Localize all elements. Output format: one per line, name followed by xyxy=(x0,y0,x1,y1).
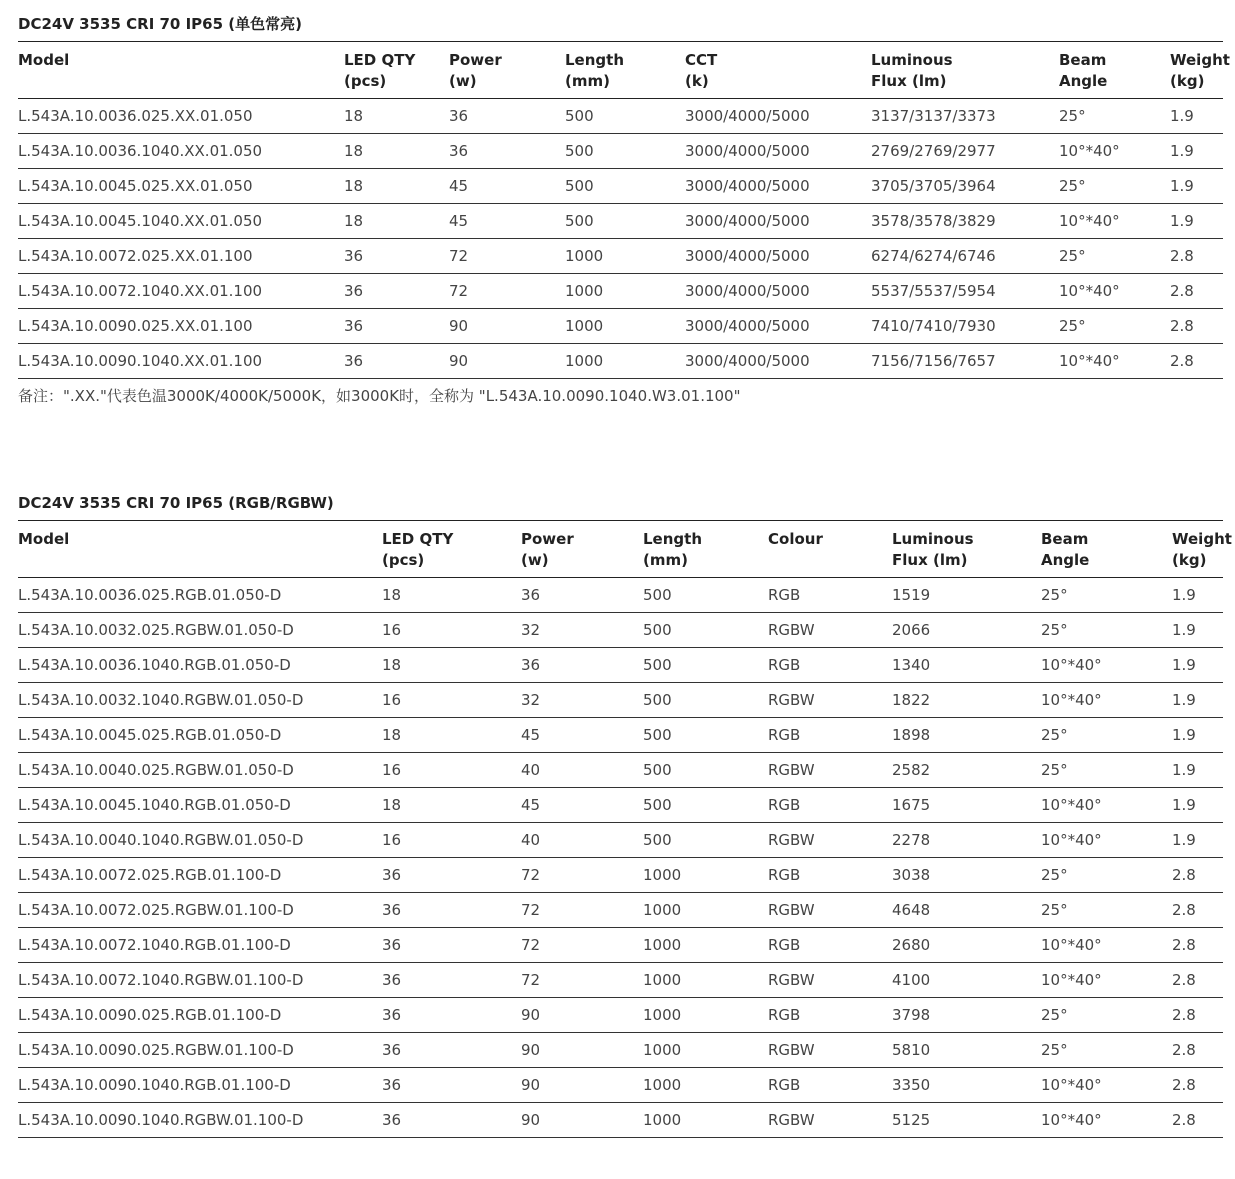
table-cell: L.543A.10.0036.1040.RGB.01.050-D xyxy=(18,648,382,683)
table2-header-cell xyxy=(768,521,892,578)
table-row xyxy=(18,204,1223,239)
table-cell: 10°*40° xyxy=(1041,823,1172,858)
header-label: (pcs) xyxy=(382,551,425,569)
table-cell: 2.8 xyxy=(1172,963,1223,998)
header-label: (kg) xyxy=(1172,551,1207,569)
table-cell: 2.8 xyxy=(1170,274,1223,309)
table-cell: 500 xyxy=(643,788,768,823)
table-cell: 3350 xyxy=(892,1068,1041,1103)
table-cell: 40 xyxy=(521,823,643,858)
table1-header-cell xyxy=(871,42,1059,99)
header-label: (k) xyxy=(685,72,709,90)
table2-body xyxy=(18,578,1223,1138)
table-cell: L.543A.10.0032.025.RGBW.01.050-D xyxy=(18,613,382,648)
table-cell: 25° xyxy=(1041,718,1172,753)
table-row xyxy=(18,274,1223,309)
table-cell: 25° xyxy=(1059,239,1170,274)
table-cell: 90 xyxy=(521,998,643,1033)
single-color-spec-section xyxy=(18,10,1230,406)
table-cell: 3000/4000/5000 xyxy=(685,99,871,134)
table-cell: 25° xyxy=(1041,998,1172,1033)
header-label: Beam xyxy=(1041,530,1089,548)
table-cell: 500 xyxy=(643,823,768,858)
header-label: Flux (lm) xyxy=(892,551,968,569)
table-cell: 500 xyxy=(565,134,685,169)
table-cell: 1000 xyxy=(565,344,685,379)
table-cell: 72 xyxy=(449,274,565,309)
table-cell: 90 xyxy=(449,309,565,344)
table1-header-cell xyxy=(344,42,449,99)
table-cell: 1000 xyxy=(643,1068,768,1103)
table-cell: 2.8 xyxy=(1172,893,1223,928)
table-row xyxy=(18,613,1223,648)
table1-title: DC24V 3535 CRI 70 IP65 (单色常亮) xyxy=(18,10,1223,42)
table2-header-cell xyxy=(1172,521,1232,578)
table-cell: 500 xyxy=(643,578,768,613)
table-cell: 3000/4000/5000 xyxy=(685,309,871,344)
header-label: Angle xyxy=(1041,551,1090,569)
table-cell: 10°*40° xyxy=(1059,204,1170,239)
table-cell: 25° xyxy=(1059,99,1170,134)
table-cell: 10°*40° xyxy=(1041,1068,1172,1103)
table-cell: 72 xyxy=(449,239,565,274)
table-cell: 2582 xyxy=(892,753,1041,788)
table-cell: 500 xyxy=(565,99,685,134)
table-cell: 1000 xyxy=(643,893,768,928)
table-cell: RGB xyxy=(768,858,892,893)
table2-header-cell xyxy=(643,521,768,578)
table-cell: 1.9 xyxy=(1172,613,1223,648)
table-cell: L.543A.10.0090.1040.RGBW.01.100-D xyxy=(18,1103,382,1138)
table-cell: 2769/2769/2977 xyxy=(871,134,1059,169)
table2-header-cell xyxy=(382,521,521,578)
header-label: Flux (lm) xyxy=(871,72,947,90)
table-cell: 1.9 xyxy=(1172,718,1223,753)
table-cell: 1519 xyxy=(892,578,1041,613)
table-cell: 10°*40° xyxy=(1041,648,1172,683)
table-cell: L.543A.10.0072.1040.XX.01.100 xyxy=(18,274,344,309)
table-cell: 2.8 xyxy=(1172,858,1223,893)
table-cell: 16 xyxy=(382,823,521,858)
table-cell: 1.9 xyxy=(1172,578,1223,613)
table-cell: 2066 xyxy=(892,613,1041,648)
table-cell: 72 xyxy=(521,928,643,963)
table-cell: L.543A.10.0090.025.XX.01.100 xyxy=(18,309,344,344)
table-cell: 500 xyxy=(643,683,768,718)
table-cell: 36 xyxy=(382,858,521,893)
table-cell: L.543A.10.0072.025.XX.01.100 xyxy=(18,239,344,274)
table-cell: 1.9 xyxy=(1172,648,1223,683)
table-cell: 32 xyxy=(521,683,643,718)
table-cell: 36 xyxy=(521,648,643,683)
table-cell: 36 xyxy=(344,344,449,379)
table2-title: DC24V 3535 CRI 70 IP65 (RGB/RGBW) xyxy=(18,489,1223,521)
table-row xyxy=(18,1103,1223,1138)
table-cell: 1.9 xyxy=(1172,823,1223,858)
table-cell: 3000/4000/5000 xyxy=(685,239,871,274)
header-label: Colour xyxy=(768,530,823,548)
table-cell: 10°*40° xyxy=(1041,788,1172,823)
table1-header-cell xyxy=(18,42,344,99)
table-cell: L.543A.10.0090.1040.RGB.01.100-D xyxy=(18,1068,382,1103)
header-label: Luminous xyxy=(871,51,953,69)
table-cell: 2.8 xyxy=(1170,344,1223,379)
table-cell: L.543A.10.0036.025.RGB.01.050-D xyxy=(18,578,382,613)
table-cell: 4648 xyxy=(892,893,1041,928)
table-cell: 3000/4000/5000 xyxy=(685,204,871,239)
table-cell: 1000 xyxy=(643,858,768,893)
table-cell: L.543A.10.0040.1040.RGBW.01.050-D xyxy=(18,823,382,858)
table-row xyxy=(18,344,1223,379)
table1-body xyxy=(18,99,1223,379)
table-row xyxy=(18,239,1223,274)
table-cell: 25° xyxy=(1041,753,1172,788)
table-cell: 3000/4000/5000 xyxy=(685,169,871,204)
table-cell: L.543A.10.0032.1040.RGBW.01.050-D xyxy=(18,683,382,718)
table-row xyxy=(18,718,1223,753)
table-cell: L.543A.10.0045.025.XX.01.050 xyxy=(18,169,344,204)
table-cell: 1.9 xyxy=(1170,204,1223,239)
table-row xyxy=(18,169,1223,204)
table-cell: 1.9 xyxy=(1172,683,1223,718)
table-cell: 500 xyxy=(565,204,685,239)
table-cell: 25° xyxy=(1059,309,1170,344)
table-cell: 2.8 xyxy=(1170,239,1223,274)
table-cell: 90 xyxy=(449,344,565,379)
table-cell: 25° xyxy=(1041,893,1172,928)
table-cell: 45 xyxy=(449,204,565,239)
table-cell: 10°*40° xyxy=(1041,683,1172,718)
header-label: Luminous xyxy=(892,530,974,548)
table-row xyxy=(18,998,1223,1033)
table-cell: 36 xyxy=(382,1033,521,1068)
table-cell: L.543A.10.0072.025.RGB.01.100-D xyxy=(18,858,382,893)
table-cell: 36 xyxy=(382,963,521,998)
table-cell: 36 xyxy=(449,99,565,134)
table-cell: 1898 xyxy=(892,718,1041,753)
table-cell: 36 xyxy=(344,274,449,309)
table-cell: 500 xyxy=(643,718,768,753)
header-label: (w) xyxy=(449,72,477,90)
table-row xyxy=(18,928,1223,963)
table-cell: L.543A.10.0090.025.RGBW.01.100-D xyxy=(18,1033,382,1068)
table-cell: 3000/4000/5000 xyxy=(685,344,871,379)
table-row xyxy=(18,309,1223,344)
table-cell: RGB xyxy=(768,998,892,1033)
table-cell: 36 xyxy=(382,1103,521,1138)
table-cell: 3038 xyxy=(892,858,1041,893)
table-cell: L.543A.10.0045.1040.RGB.01.050-D xyxy=(18,788,382,823)
table-cell: 5125 xyxy=(892,1103,1041,1138)
table-cell: RGB xyxy=(768,578,892,613)
header-label: (w) xyxy=(521,551,549,569)
table-cell: L.543A.10.0040.025.RGBW.01.050-D xyxy=(18,753,382,788)
header-label: CCT xyxy=(685,51,718,69)
table2-header-cell xyxy=(892,521,1041,578)
table2-header-cell xyxy=(18,521,382,578)
header-label: LED QTY xyxy=(344,51,416,69)
table-row xyxy=(18,753,1223,788)
table-cell: 1000 xyxy=(565,309,685,344)
table1-header-cell xyxy=(449,42,565,99)
table-cell: L.543A.10.0045.1040.XX.01.050 xyxy=(18,204,344,239)
table-cell: 10°*40° xyxy=(1059,134,1170,169)
table-cell: 2.8 xyxy=(1172,1033,1223,1068)
table2-header-cell xyxy=(521,521,643,578)
table-cell: RGBW xyxy=(768,683,892,718)
table-cell: 500 xyxy=(643,753,768,788)
table-cell: 1.9 xyxy=(1172,753,1223,788)
table-cell: 32 xyxy=(521,613,643,648)
table-cell: 3705/3705/3964 xyxy=(871,169,1059,204)
table-cell: L.543A.10.0036.025.XX.01.050 xyxy=(18,99,344,134)
header-label: (kg) xyxy=(1170,72,1205,90)
table-cell: RGB xyxy=(768,1068,892,1103)
table-cell: 2.8 xyxy=(1170,309,1223,344)
table-cell: 2.8 xyxy=(1172,928,1223,963)
table-cell: 1.9 xyxy=(1170,134,1223,169)
table-cell: 25° xyxy=(1041,613,1172,648)
table-cell: 1340 xyxy=(892,648,1041,683)
header-label: Model xyxy=(18,530,70,548)
table-cell: 500 xyxy=(643,613,768,648)
table-cell: 5537/5537/5954 xyxy=(871,274,1059,309)
table-cell: L.543A.10.0045.025.RGB.01.050-D xyxy=(18,718,382,753)
header-label: (pcs) xyxy=(344,72,387,90)
table-cell: 6274/6274/6746 xyxy=(871,239,1059,274)
table-cell: 3578/3578/3829 xyxy=(871,204,1059,239)
table-cell: 1000 xyxy=(643,998,768,1033)
header-label: Weight xyxy=(1170,51,1230,69)
header-label: Beam xyxy=(1059,51,1107,69)
table-row xyxy=(18,578,1223,613)
single-color-spec-table xyxy=(18,42,1230,379)
table-cell: 1000 xyxy=(643,928,768,963)
table-cell: 36 xyxy=(344,239,449,274)
table-cell: 2680 xyxy=(892,928,1041,963)
header-label: Model xyxy=(18,51,70,69)
header-label: Angle xyxy=(1059,72,1108,90)
table-cell: 90 xyxy=(521,1068,643,1103)
table-row xyxy=(18,893,1223,928)
table1-header-cell xyxy=(565,42,685,99)
table-cell: RGB xyxy=(768,788,892,823)
header-label: Length xyxy=(565,51,624,69)
table-cell: 500 xyxy=(565,169,685,204)
table-cell: 1000 xyxy=(643,963,768,998)
table1-header-cell xyxy=(1170,42,1230,99)
table-cell: 2278 xyxy=(892,823,1041,858)
table-cell: 18 xyxy=(382,578,521,613)
table-cell: 10°*40° xyxy=(1041,963,1172,998)
table-cell: 2.8 xyxy=(1172,1103,1223,1138)
table-row xyxy=(18,648,1223,683)
table-cell: 45 xyxy=(521,718,643,753)
table-cell: L.543A.10.0036.1040.XX.01.050 xyxy=(18,134,344,169)
table-cell: 10°*40° xyxy=(1041,1103,1172,1138)
table-cell: 3000/4000/5000 xyxy=(685,134,871,169)
table-row xyxy=(18,823,1223,858)
table-cell: 18 xyxy=(382,788,521,823)
table-cell: 90 xyxy=(521,1033,643,1068)
table-cell: 7156/7156/7657 xyxy=(871,344,1059,379)
table-cell: RGBW xyxy=(768,823,892,858)
table-cell: RGBW xyxy=(768,1103,892,1138)
table-cell: 18 xyxy=(344,134,449,169)
table-cell: RGBW xyxy=(768,613,892,648)
table-cell: 1000 xyxy=(565,239,685,274)
table-cell: 90 xyxy=(521,1103,643,1138)
table-cell: 3000/4000/5000 xyxy=(685,274,871,309)
table-cell: 1675 xyxy=(892,788,1041,823)
table-cell: RGBW xyxy=(768,963,892,998)
table-cell: RGB xyxy=(768,648,892,683)
table-cell: 2.8 xyxy=(1172,1068,1223,1103)
table-cell: 36 xyxy=(382,998,521,1033)
table-cell: RGBW xyxy=(768,893,892,928)
table-cell: 36 xyxy=(521,578,643,613)
table-cell: 10°*40° xyxy=(1059,344,1170,379)
header-label: Weight xyxy=(1172,530,1232,548)
table-cell: 1.9 xyxy=(1170,169,1223,204)
table-cell: RGB xyxy=(768,928,892,963)
table-cell: 36 xyxy=(449,134,565,169)
table1-header-row xyxy=(18,42,1223,99)
table-cell: L.543A.10.0072.025.RGBW.01.100-D xyxy=(18,893,382,928)
table-cell: 16 xyxy=(382,613,521,648)
table-cell: 40 xyxy=(521,753,643,788)
table-cell: L.543A.10.0072.1040.RGB.01.100-D xyxy=(18,928,382,963)
table1-header-cell xyxy=(1059,42,1170,99)
table-cell: 36 xyxy=(382,1068,521,1103)
table-cell: 36 xyxy=(382,928,521,963)
table-cell: 1000 xyxy=(565,274,685,309)
table-row xyxy=(18,683,1223,718)
table-cell: 16 xyxy=(382,683,521,718)
table-cell: 36 xyxy=(382,893,521,928)
table-cell: 45 xyxy=(521,788,643,823)
table-cell: L.543A.10.0090.025.RGB.01.100-D xyxy=(18,998,382,1033)
table-row xyxy=(18,963,1223,998)
table2-header-cell xyxy=(1041,521,1172,578)
header-label: Length xyxy=(643,530,702,548)
table-cell: L.543A.10.0090.1040.XX.01.100 xyxy=(18,344,344,379)
table1-header-cell xyxy=(685,42,871,99)
header-label: Power xyxy=(521,530,574,548)
table-cell: 1000 xyxy=(643,1103,768,1138)
table-cell: 25° xyxy=(1041,578,1172,613)
rgb-spec-table xyxy=(18,521,1232,1138)
table-cell: 18 xyxy=(344,204,449,239)
table-cell: 10°*40° xyxy=(1059,274,1170,309)
table-cell: 72 xyxy=(521,963,643,998)
table-cell: 72 xyxy=(521,893,643,928)
table-cell: 3137/3137/3373 xyxy=(871,99,1059,134)
table-cell: 2.8 xyxy=(1172,998,1223,1033)
table-cell: 1.9 xyxy=(1170,99,1223,134)
table-cell: 36 xyxy=(344,309,449,344)
table2-header-row xyxy=(18,521,1223,578)
table-cell: RGBW xyxy=(768,753,892,788)
table-cell: 72 xyxy=(521,858,643,893)
table-cell: 10°*40° xyxy=(1041,928,1172,963)
table-cell: 5810 xyxy=(892,1033,1041,1068)
table-cell: 500 xyxy=(643,648,768,683)
table-row xyxy=(18,858,1223,893)
table1-note: 备注：".XX."代表色温3000K/4000K/5000K，如3000K时，全称为 "L.543A.10.0090.1040.W3.01.100" xyxy=(18,387,741,405)
table-cell: 18 xyxy=(382,718,521,753)
table-cell: 16 xyxy=(382,753,521,788)
table-cell: 18 xyxy=(344,169,449,204)
header-label: Power xyxy=(449,51,502,69)
table-cell: 25° xyxy=(1059,169,1170,204)
table-row xyxy=(18,1033,1223,1068)
table-cell: 7410/7410/7930 xyxy=(871,309,1059,344)
table-cell: 4100 xyxy=(892,963,1041,998)
table-row xyxy=(18,134,1223,169)
rgb-spec-section xyxy=(18,489,1232,1138)
table-row xyxy=(18,99,1223,134)
table-cell: RGB xyxy=(768,718,892,753)
table-row xyxy=(18,1068,1223,1103)
header-label: LED QTY xyxy=(382,530,454,548)
table-cell: 1.9 xyxy=(1172,788,1223,823)
table-cell: 18 xyxy=(382,648,521,683)
table-cell: 25° xyxy=(1041,1033,1172,1068)
header-label: (mm) xyxy=(565,72,610,90)
header-label: (mm) xyxy=(643,551,688,569)
table-cell: RGBW xyxy=(768,1033,892,1068)
table-cell: 18 xyxy=(344,99,449,134)
table-cell: 3798 xyxy=(892,998,1041,1033)
table-cell: 45 xyxy=(449,169,565,204)
table-cell: 1000 xyxy=(643,1033,768,1068)
table-cell: 25° xyxy=(1041,858,1172,893)
table-cell: L.543A.10.0072.1040.RGBW.01.100-D xyxy=(18,963,382,998)
table-cell: 1822 xyxy=(892,683,1041,718)
table-row xyxy=(18,788,1223,823)
